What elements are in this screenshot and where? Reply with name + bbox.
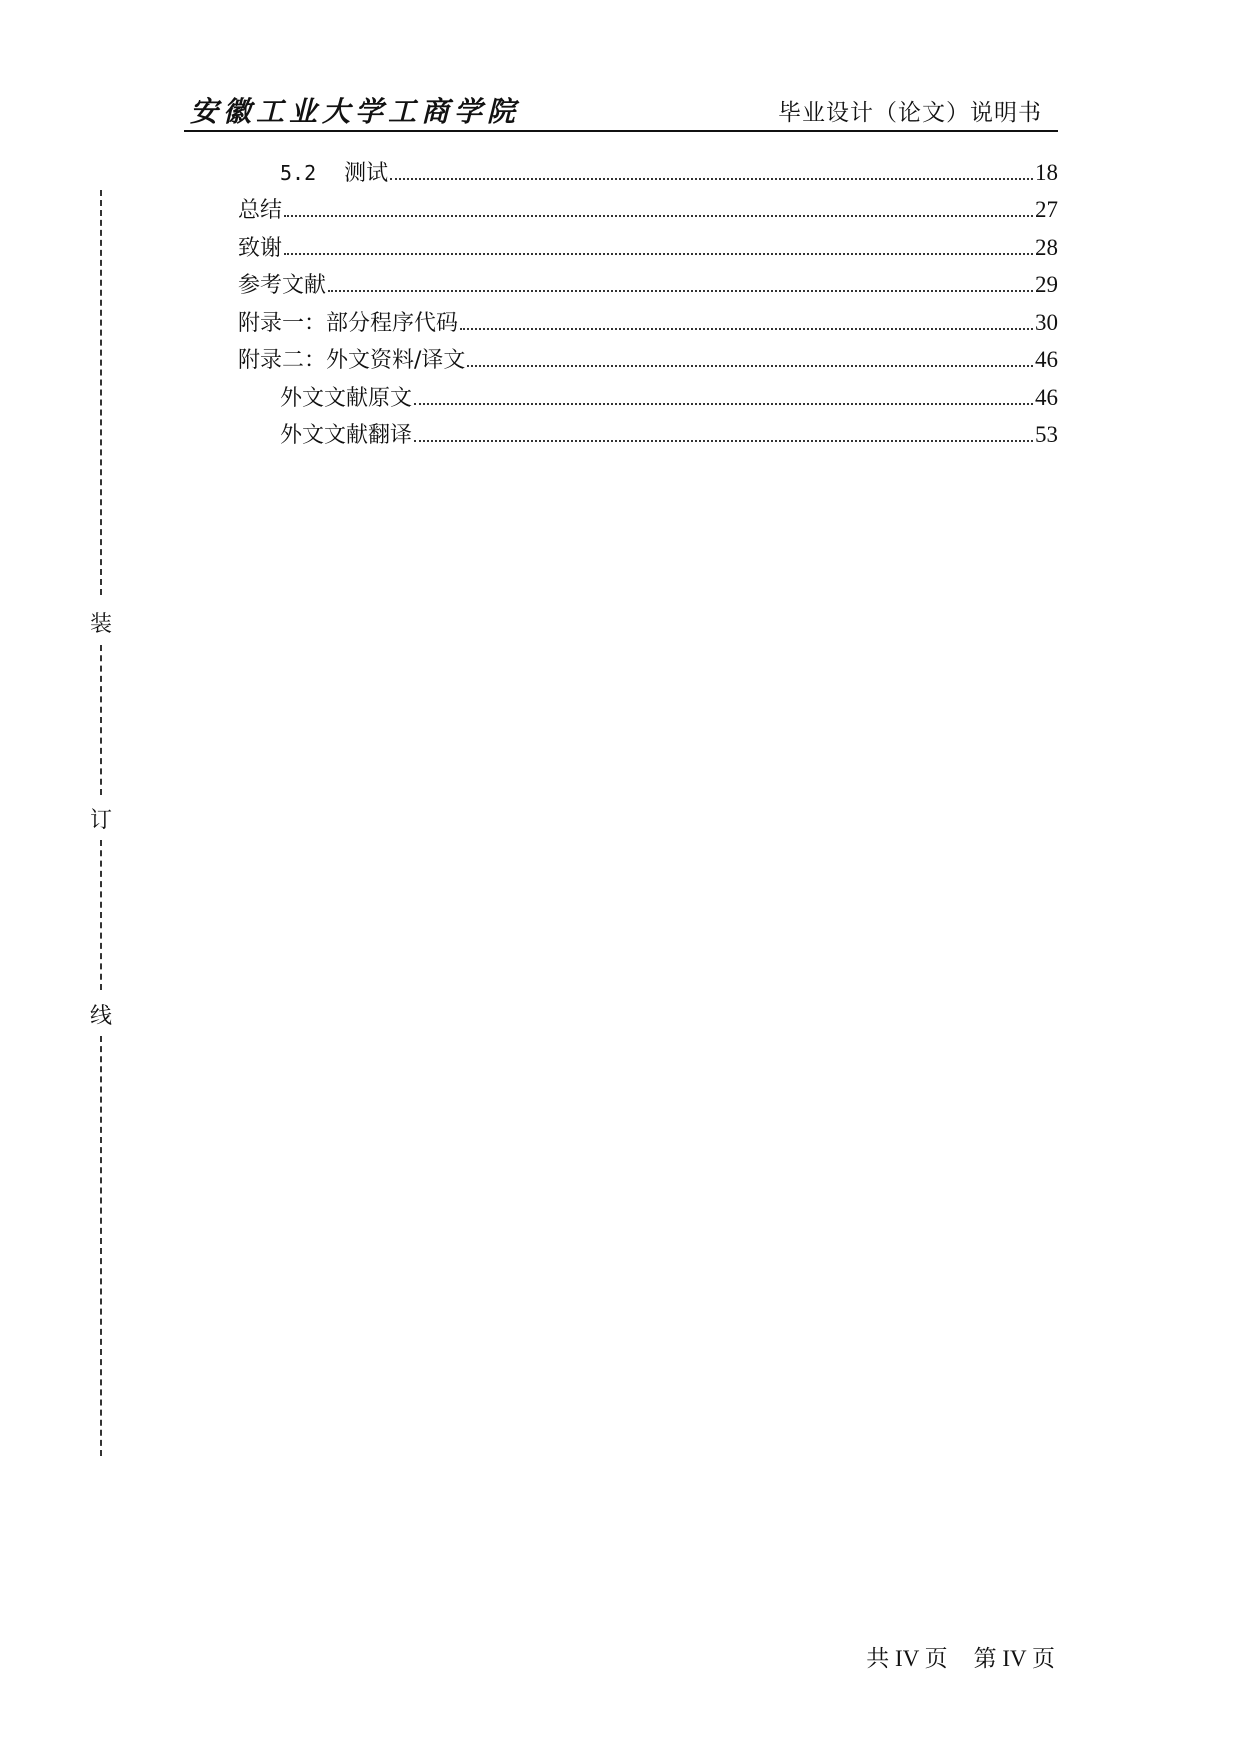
page-footer xyxy=(866,1640,1055,1673)
dot-leader xyxy=(460,328,1033,330)
current-page: 第 IV 页 xyxy=(973,1646,1055,1671)
toc-entry-label xyxy=(280,158,388,189)
dot-leader xyxy=(414,440,1033,442)
binding-char-xian: 线 xyxy=(88,999,114,1030)
document-type: 毕业设计（论文）说明书 xyxy=(778,100,1042,126)
toc-entry-appendix-1[interactable] xyxy=(238,308,1058,338)
toc-page-number: 46 xyxy=(1035,385,1058,410)
toc-entry-foreign-translation[interactable] xyxy=(280,420,1058,450)
dot-leader xyxy=(284,215,1033,217)
toc-entry-references[interactable] xyxy=(238,270,1058,300)
toc-page-number: 30 xyxy=(1035,310,1058,335)
toc-entry-summary[interactable] xyxy=(238,195,1058,225)
binding-char-ding: 订 xyxy=(88,803,114,834)
toc-entry-label: 附录一：部分程序代码 xyxy=(238,311,459,336)
toc-entry-foreign-original[interactable] xyxy=(280,383,1058,413)
toc-entry-label: 附录二：外文资料/译文 xyxy=(238,348,466,373)
toc-entry-label: 参考文献 xyxy=(238,273,327,298)
toc-page-number: 53 xyxy=(1035,422,1058,447)
total-pages: 共 IV 页 xyxy=(866,1646,948,1671)
school-name: 安徽工业大学工商学院 xyxy=(190,95,521,128)
toc-entry-label: 总结 xyxy=(238,198,283,223)
toc-entry-5-2[interactable] xyxy=(280,158,1058,188)
toc-page-number: 28 xyxy=(1035,235,1058,260)
dot-leader xyxy=(414,403,1033,405)
toc-entry-label: 致谢 xyxy=(238,236,283,261)
toc-entry-acknowledgement[interactable] xyxy=(238,233,1058,263)
toc-section-number: 5.2 xyxy=(280,161,317,185)
toc-page-number: 29 xyxy=(1035,272,1058,297)
dot-leader xyxy=(284,253,1033,255)
toc-entry-appendix-2[interactable] xyxy=(238,345,1058,375)
toc-page-number: 18 xyxy=(1035,160,1058,185)
toc-page-number: 27 xyxy=(1035,197,1058,222)
dot-leader xyxy=(328,290,1033,292)
toc-page-number: 46 xyxy=(1035,347,1058,372)
dot-leader xyxy=(390,178,1033,180)
toc-section-title: 测试 xyxy=(344,161,389,186)
toc-entry-label: 外文文献原文 xyxy=(280,386,413,411)
toc-entry-label: 外文文献翻译 xyxy=(280,423,413,448)
dot-leader xyxy=(467,365,1033,367)
binding-char-zhuang: 装 xyxy=(88,607,114,638)
